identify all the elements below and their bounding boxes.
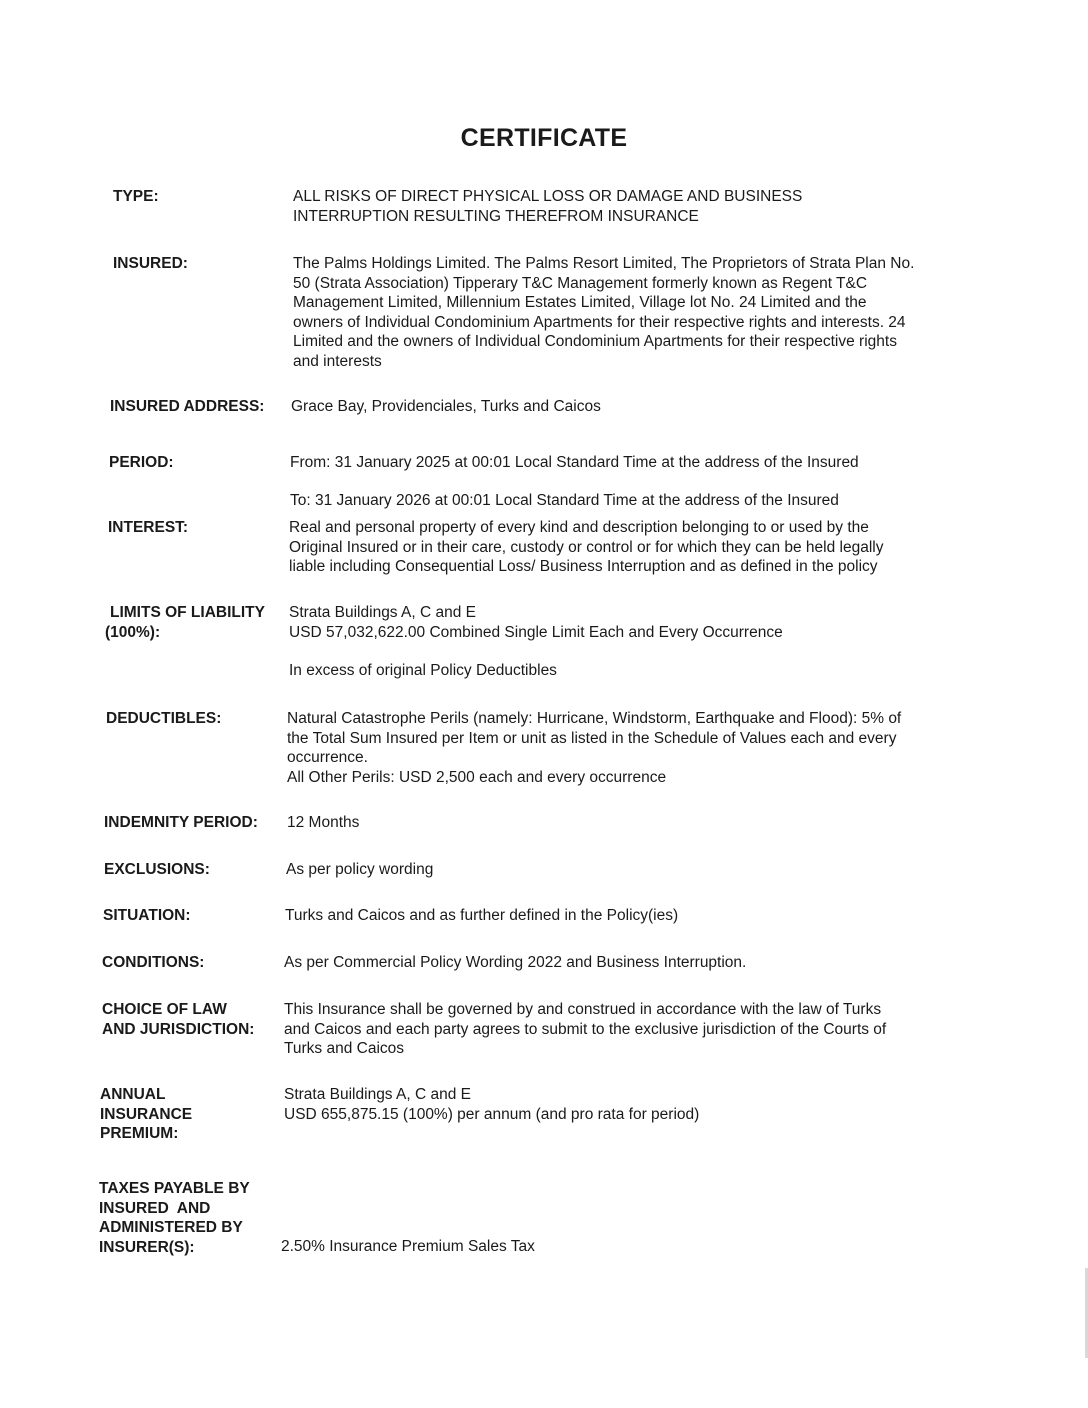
deductibles-line: occurrence. bbox=[287, 749, 368, 766]
choice-of-law-line: This Insurance shall be governed by and construed in accordance with the law of Turks bbox=[284, 1001, 882, 1018]
annual-premium-label-line: PREMIUM: bbox=[100, 1125, 179, 1142]
limits-line: Strata Buildings A, C and E bbox=[289, 604, 476, 621]
choice-of-law-line: Turks and Caicos bbox=[284, 1040, 405, 1057]
annual-premium-label bbox=[100, 1085, 192, 1144]
limits-note: In excess of original Policy Deductibles bbox=[289, 662, 557, 679]
taxes-label-line: ADMINISTERED BY bbox=[99, 1219, 243, 1236]
deductibles-line: Natural Catastrophe Perils (namely: Hurricane, Windstorm, Earthquake and Flood): 5% of bbox=[287, 710, 902, 727]
insured-label: INSURED: bbox=[113, 255, 188, 272]
conditions-value: As per Commercial Policy Wording 2022 and Business Interruption. bbox=[284, 954, 747, 971]
annual-premium-label-line: ANNUAL bbox=[100, 1086, 166, 1103]
period-label: PERIOD: bbox=[109, 454, 174, 471]
choice-of-law-line: and Caicos and each party agrees to submit to the exclusive jurisdiction of the Courts of bbox=[284, 1020, 887, 1038]
insured-value bbox=[293, 254, 914, 371]
deductibles-label: DEDUCTIBLES: bbox=[106, 710, 222, 727]
limits-label: LIMITS OF LIABILITY bbox=[110, 604, 265, 621]
limits-label-percent: (100%): bbox=[105, 624, 161, 641]
interest-value bbox=[289, 518, 883, 577]
indemnity-period-value: 12 Months bbox=[287, 814, 360, 831]
insured-address-label: INSURED ADDRESS: bbox=[110, 398, 265, 415]
annual-premium-label-line: INSURANCE bbox=[100, 1105, 193, 1123]
situation-label: SITUATION: bbox=[103, 907, 191, 924]
taxes-value: 2.50% Insurance Premium Sales Tax bbox=[281, 1238, 535, 1255]
interest-label: INTEREST: bbox=[108, 519, 189, 536]
indemnity-period-label: INDEMNITY PERIOD: bbox=[104, 814, 258, 831]
type-label: TYPE: bbox=[113, 188, 159, 205]
choice-of-law-label-line: CHOICE OF LAW bbox=[102, 1001, 227, 1018]
interest-line: Original Insured or in their care, custody or control or for which they can be held legally bbox=[289, 538, 884, 556]
period-to: To: 31 January 2026 at 00:01 Local Standard Time at the address of the Insured bbox=[290, 492, 839, 509]
type-line: INTERRUPTION RESULTING THEREFROM INSURANCE bbox=[293, 207, 699, 225]
taxes-label-line: TAXES PAYABLE BY bbox=[99, 1180, 250, 1197]
interest-line: liable including Consequential Loss/ Business Interruption and as defined in the policy bbox=[289, 558, 878, 575]
exclusions-label: EXCLUSIONS: bbox=[104, 861, 210, 878]
situation-value: Turks and Caicos and as further defined in the Policy(ies) bbox=[285, 907, 679, 924]
insured-address-value: Grace Bay, Providenciales, Turks and Caicos bbox=[291, 398, 601, 415]
choice-of-law-label bbox=[102, 1000, 254, 1039]
conditions-label: CONDITIONS: bbox=[102, 954, 205, 971]
deductibles-line: the Total Sum Insured per Item or unit as listed in the Schedule of Values each and every bbox=[287, 729, 897, 747]
choice-of-law-label-line: AND JURISDICTION: bbox=[102, 1020, 255, 1038]
limits-value bbox=[289, 603, 783, 642]
annual-premium-line: USD 655,875.15 (100%) per annum (and pro rata for period) bbox=[284, 1105, 700, 1123]
page-title: CERTIFICATE bbox=[460, 124, 628, 152]
taxes-label-line: INSURED AND bbox=[99, 1199, 211, 1217]
insured-line: The Palms Holdings Limited. The Palms Resort Limited, The Proprietors of Strata Plan No. bbox=[293, 255, 915, 272]
period-from: From: 31 January 2025 at 00:01 Local Standard Time at the address of the Insured bbox=[290, 454, 859, 471]
deductibles-line: All Other Perils: USD 2,500 each and every occurrence bbox=[287, 768, 667, 786]
insured-line: and interests bbox=[293, 352, 382, 370]
insured-line: owners of Individual Condominium Apartments for their respective rights and interests. 24 bbox=[293, 313, 906, 331]
annual-premium-value bbox=[284, 1085, 699, 1124]
limits-line: USD 57,032,622.00 Combined Single Limit Each and Every Occurrence bbox=[289, 623, 783, 641]
deductibles-value bbox=[287, 709, 901, 787]
interest-line: Real and personal property of every kind and description belonging to or used by the bbox=[289, 519, 869, 536]
annual-premium-line: Strata Buildings A, C and E bbox=[284, 1086, 471, 1103]
insured-line: Management Limited, Millennium Estates Limited, Village lot No. 24 Limited and the bbox=[293, 294, 867, 311]
insured-line: Limited and the owners of Individual Condominium Apartments for their respective rights bbox=[293, 333, 897, 350]
exclusions-value: As per policy wording bbox=[286, 861, 434, 878]
taxes-label bbox=[99, 1179, 250, 1257]
type-line: ALL RISKS OF DIRECT PHYSICAL LOSS OR DAMAGE AND BUSINESS bbox=[293, 188, 803, 205]
type-value bbox=[293, 187, 802, 226]
insured-line: 50 (Strata Association) Tipperary T&C Management formerly known as Regent T&C bbox=[293, 274, 868, 292]
taxes-label-line: INSURER(S): bbox=[99, 1238, 195, 1256]
choice-of-law-value bbox=[284, 1000, 886, 1059]
